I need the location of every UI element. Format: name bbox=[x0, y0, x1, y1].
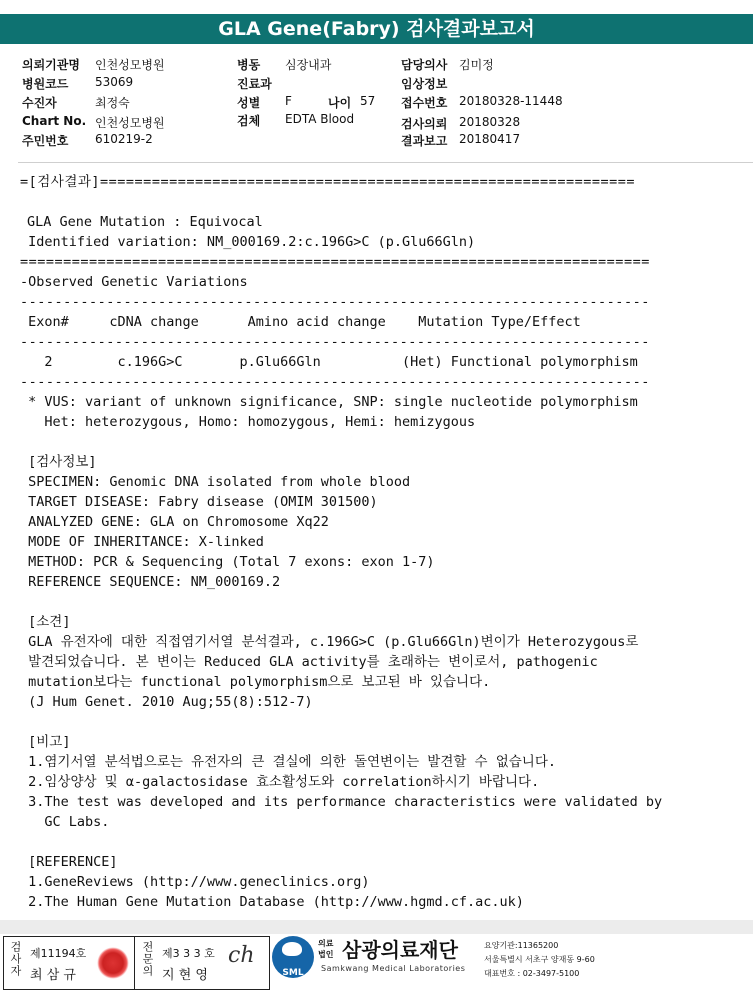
report-body bbox=[20, 172, 753, 912]
info-line: METHOD: PCR & Sequencing (Total 7 exons: exon 1-7) bbox=[20, 554, 435, 570]
info-line: REFERENCE SEQUENCE: NM_000169.2 bbox=[20, 574, 281, 590]
inspector-number: 제11194호 bbox=[30, 947, 87, 960]
org-english-name: Samkwang Medical Laboratories bbox=[321, 964, 466, 973]
field-value: 인천성모병원 bbox=[95, 116, 165, 130]
double-rule: ========================================================================= bbox=[20, 254, 650, 270]
field-label: 검사의뢰 bbox=[401, 117, 448, 131]
header-divider bbox=[18, 162, 753, 163]
field-label: 의뢰기관명 bbox=[22, 58, 80, 72]
org-name: 삼광의료재단 bbox=[342, 938, 458, 962]
field-label: 검체 bbox=[237, 114, 261, 128]
pathologist-number: 제3 3 3 호 bbox=[162, 947, 215, 960]
field-label: 접수번호 bbox=[401, 96, 448, 110]
section-title-opinion: [소견] bbox=[20, 614, 71, 630]
dash-rule: ------------------------------------------------------------------------- bbox=[20, 334, 650, 350]
org-phone: 대표번호 : 02-3497-5100 bbox=[484, 969, 580, 978]
field-value: 20180417 bbox=[459, 132, 521, 146]
field-label: 병동 bbox=[237, 58, 261, 72]
result-header-rule: =[검사결과]============================================================== bbox=[20, 174, 635, 190]
field-label: 나이 bbox=[328, 96, 352, 110]
info-line: TARGET DISEASE: Fabry disease (OMIM 301500) bbox=[20, 494, 378, 510]
signature-box bbox=[3, 936, 270, 990]
mutation-result: GLA Gene Mutation : Equivocal bbox=[27, 214, 263, 230]
field-value: 최정숙 bbox=[95, 96, 130, 110]
info-line: SPECIMEN: Genomic DNA isolated from whole blood bbox=[20, 474, 411, 490]
field-value: 610219-2 bbox=[95, 132, 153, 146]
pathologist-name: 지 현 영 bbox=[162, 968, 208, 983]
field-label: 임상정보 bbox=[401, 77, 448, 91]
footer-band bbox=[0, 920, 753, 934]
signature: ch bbox=[228, 943, 255, 968]
field-value: 김미정 bbox=[459, 58, 494, 72]
identified-variation: Identified variation: NM_000169.2:c.196G>C (p.Glu66Gln) bbox=[20, 234, 476, 250]
field-value: 인천성모병원 bbox=[95, 58, 165, 72]
inspector-label: 검사자 bbox=[9, 941, 22, 977]
opinion-line: 발견되었습니다. 본 변이는 Reduced GLA activity를 초래하는 변이로서, pathogenic bbox=[20, 654, 598, 670]
remark-line: GC Labs. bbox=[20, 814, 110, 830]
field-value: EDTA Blood bbox=[285, 112, 355, 126]
org-prefix: 의료 bbox=[318, 939, 334, 948]
variation-table-header: Exon# cDNA change Amino acid change Mutation Type/Effect bbox=[20, 314, 581, 330]
section-title-info: [검사정보] bbox=[20, 454, 97, 470]
remark-line: 2.임상양상 및 α-galactosidase 효소활성도와 correlation하시기 바랍니다. bbox=[20, 774, 540, 790]
org-code: 요양기관:11365200 bbox=[484, 941, 559, 950]
variation-table-row: 2 c.196G>C p.Glu66Gln (Het) Functional polymorphism bbox=[20, 354, 638, 370]
seal-stamp bbox=[97, 947, 129, 979]
reference-line: 1.GeneReviews (http://www.geneclinics.org) bbox=[20, 874, 370, 890]
field-value: 20180328 bbox=[459, 115, 521, 129]
observed-variations-title: -Observed Genetic Variations bbox=[20, 274, 248, 290]
section-title-reference: [REFERENCE] bbox=[20, 854, 118, 870]
info-line: ANALYZED GENE: GLA on Chromosome Xq22 bbox=[20, 514, 329, 530]
field-label: 성별 bbox=[237, 96, 261, 110]
dash-rule: ------------------------------------------------------------------------- bbox=[20, 374, 650, 390]
dash-rule: ------------------------------------------------------------------------- bbox=[20, 294, 650, 310]
opinion-line: GLA 유전자에 대한 직접염기서열 분석결과, c.196G>C (p.Glu66Gln)변이가 Heterozygous로 bbox=[20, 634, 639, 650]
field-label: 담당의사 bbox=[401, 58, 448, 72]
field-label: 주민번호 bbox=[22, 134, 69, 148]
org-address: 서울특별시 서초구 양재동 9-60 bbox=[484, 955, 595, 964]
field-value: 심장내과 bbox=[285, 58, 332, 72]
remark-line: 3.The test was developed and its performance characteristics were validated by bbox=[20, 794, 663, 810]
abbreviation-note: Het: heterozygous, Homo: homozygous, Hemi: hemizygous bbox=[20, 414, 476, 430]
abbreviation-note: * VUS: variant of unknown significance, SNP: single nucleotide polymorphism bbox=[20, 394, 638, 410]
info-line: MODE OF INHERITANCE: X-linked bbox=[20, 534, 264, 550]
field-value: 53069 bbox=[95, 75, 134, 89]
opinion-line: mutation보다는 functional polymorphism으로 보고된 바 있습니다. bbox=[20, 674, 491, 690]
reference-line: 2.The Human Gene Mutation Database (http://www.hgmd.cf.ac.uk) bbox=[20, 894, 524, 910]
sml-logo: SML bbox=[272, 936, 314, 978]
field-label: 결과보고 bbox=[401, 134, 448, 148]
report-title: GLA Gene(Fabry) 검사결과보고서 bbox=[0, 14, 753, 44]
inspector-name: 최 삼 규 bbox=[30, 968, 76, 983]
opinion-line: (J Hum Genet. 2010 Aug;55(8):512-7) bbox=[20, 694, 313, 710]
field-label: 수진자 bbox=[22, 96, 57, 110]
patient-info bbox=[0, 50, 753, 150]
field-label: 진료과 bbox=[237, 77, 272, 91]
field-value: 57 bbox=[360, 94, 376, 108]
field-label: 병원코드 bbox=[22, 77, 69, 91]
field-label: Chart No. bbox=[22, 114, 87, 128]
pathologist-label: 전문의 bbox=[141, 941, 154, 977]
section-title-remarks: [비고] bbox=[20, 734, 71, 750]
field-value: 20180328-11448 bbox=[459, 94, 563, 108]
field-value: F bbox=[285, 94, 292, 108]
org-prefix: 법인 bbox=[318, 950, 334, 959]
remark-line: 1.염기서열 분석법으로는 유전자의 큰 결실에 의한 돌연변이는 발견할 수 없습니다. bbox=[20, 754, 557, 770]
